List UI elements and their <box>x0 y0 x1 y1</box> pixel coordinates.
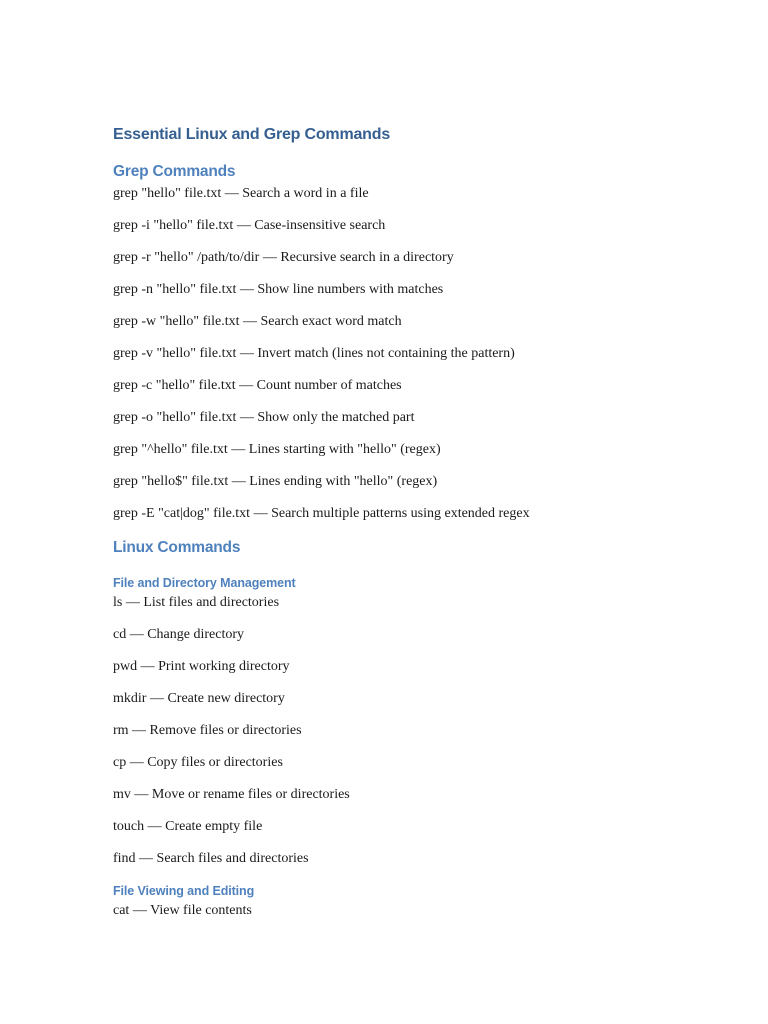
command-item: grep "hello" file.txt — Search a word in a file <box>113 186 369 201</box>
document-title: Essential Linux and Grep Commands <box>113 126 391 143</box>
command-item: grep -v "hello" file.txt — Invert match (lines not containing the pattern) <box>113 346 515 361</box>
command-item: ls — List files and directories <box>113 595 280 610</box>
command-item: cat — View file contents <box>113 903 252 918</box>
command-item: grep -o "hello" file.txt — Show only the matched part <box>113 410 415 425</box>
section-heading: Linux Commands <box>113 539 241 556</box>
command-item: grep -n "hello" file.txt — Show line numbers with matches <box>113 282 444 297</box>
command-item: pwd — Print working directory <box>113 659 290 674</box>
command-item: mv — Move or rename files or directories <box>113 787 350 802</box>
command-item: grep "hello$" file.txt — Lines ending with "hello" (regex) <box>113 474 438 489</box>
command-item: grep -w "hello" file.txt — Search exact word match <box>113 314 402 329</box>
command-item: cd — Change directory <box>113 627 245 642</box>
command-item: touch — Create empty file <box>113 819 263 834</box>
command-item: grep "^hello" file.txt — Lines starting with "hello" (regex) <box>113 442 441 457</box>
command-item: find — Search files and directories <box>113 851 309 866</box>
command-item: rm — Remove files or directories <box>113 723 302 738</box>
section-heading: Grep Commands <box>113 163 236 180</box>
command-item: grep -c "hello" file.txt — Count number of matches <box>113 378 402 393</box>
command-item: grep -E "cat|dog" file.txt — Search multiple patterns using extended regex <box>113 506 530 521</box>
command-item: cp — Copy files or directories <box>113 755 283 770</box>
command-item: grep -i "hello" file.txt — Case-insensitive search <box>113 218 386 233</box>
subsection-heading: File and Directory Management <box>113 576 296 590</box>
command-item: mkdir — Create new directory <box>113 691 285 706</box>
command-item: grep -r "hello" /path/to/dir — Recursive search in a directory <box>113 250 454 265</box>
subsection-heading: File Viewing and Editing <box>113 884 255 898</box>
